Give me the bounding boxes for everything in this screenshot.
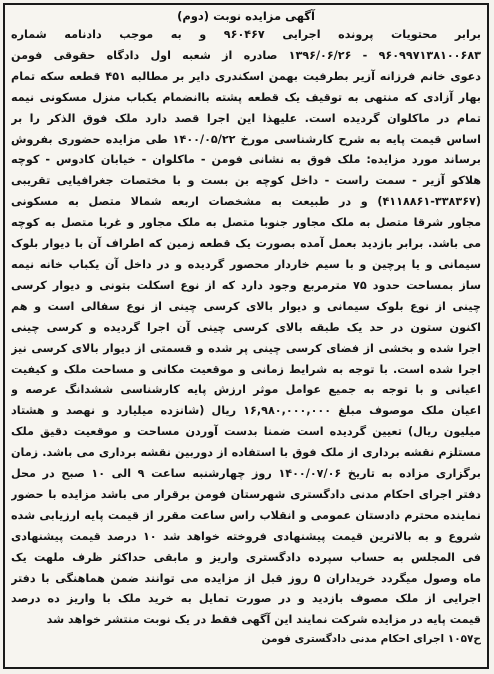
notice-line: برگزاری مزاده به تاریخ ۱۴۰۰/۰۷/۰۶ روز چهارشنبه ساعت ۹ الی ۱۰ صبح در محل (11, 467, 481, 481)
notice-line: دفتر اجرای احکام مدنی دادگستری شهرستان فومن برقرار می باشد مزایده با حضور (11, 487, 481, 501)
notice-line: (۴۱۱۸۸۶۱-۳۳۸۳۶۷) و در طبیعت به مشخصات اربعه شمالا متصل به مسکونی (11, 195, 481, 209)
notice-line: ماه وصول میگردد خریداران ۵ روز قبل از مزایده می توانند ضمن هماهنگی با دفتر (11, 571, 481, 585)
auction-notice (3, 3, 489, 669)
notice-line: فی المجلس به حساب سپرده دادگستری واریز و مابقی حداکثر ظرف ملهت یک (11, 550, 481, 564)
notice-line: می باشد. برابر بازدید بعمل آمده بصورت یک قطعه زمین که اطراف آن با دیوار بلوک (11, 237, 481, 251)
notice-line: برساند مورد مزایده: ملک فوق به نشانی فومن - ماکلوان - خیابان کادوس - کوچه (11, 153, 481, 167)
notice-line: اجرایی از ملک مصوف بازدید و در صورت تمایل به خرید ملک با واریز ده درصد (11, 592, 481, 606)
notice-line: اجرا شده و بخشی از فضای کرسی چینی پر شده و قسمتی از دیوار بالای کرسی نیز (11, 341, 481, 355)
notice-line: میلیون ریال) تعیین گردیده است ضمنا بدست آوردن مساحت و موقعیت دقیق ملک (11, 425, 481, 439)
notice-line: چینی از نوع بلوک سیمانی و دیوار بالای کرسی چینی از نوع سفالی است و هم (11, 299, 481, 313)
notice-title: آگهی مزایده نوبت (دوم) (177, 9, 315, 23)
notice-line: هلاکو آزیر - سمت راست - داخل کوچه بن بست و با مختصات جغرافیایی تقریبی (11, 174, 481, 188)
notice-line: بهار آزادی که منتهی به توقیف یک قطعه پشته باانضمام یکباب منزل مسکونی نیمه (11, 90, 481, 104)
notice-line: قیمت پایه در مزایده شرکت نمایند این آگهی فقط در یک نوبت منتشر خواهد شد (46, 613, 481, 627)
notice-line: تمام در ماکلوان گردیده است. علیهذا این اجرا قصد دارد ملک فوق الذکر را بر (11, 111, 481, 125)
notice-line: سیمانی و یا پرچین و با سیم خاردار محصور گردیده و در داخل آن یکباب خانه نیمه (11, 257, 481, 271)
notice-line: اساس قیمت پایه به شرح کارشناسی مورخ ۱۴۰۰/۰۵/۲۲ طی مزایده حضوری بفروش (11, 132, 481, 146)
notice-line: برابر محتویات پرونده اجرایی ۹۶۰۴۶۷ و به موجب دادنامه شماره (11, 28, 481, 41)
notice-line: ساز بمساحت حدود ۷۵ مترمربع وجود دارد که از نوع اسکلت بتونی و دیوار کرسی (11, 278, 481, 292)
notice-body (11, 25, 481, 631)
notice-line: مجاور شرقا متصل به ملک مجاور جنوبا متصل به ملک مجاور و غربا متصل به کوچه (11, 216, 481, 230)
notice-line: ۹۶۰۹۹۷۱۳۸۱۰۰۶۸۳ - ۱۳۹۶/۰۶/۲۶ صادره از شعبه اول دادگاه حقوقی فومن (11, 48, 481, 62)
notice-line: اعیان ملک موصوف مبلغ ۱۶,۹۸۰,۰۰۰,۰۰۰ ریال (شانزده میلیارد و نهصد و هشتاد (11, 404, 481, 418)
notice-line: نماینده محترم دادستان عمومی و انقلاب راس ساعت مقرر از قیمت پایه ارزیابی شده (11, 508, 481, 522)
notice-signature: ح۱۰۵۷ اجرای احکام مدنی دادگستری فومن (261, 633, 481, 646)
notice-line: اعیانی و با توجه به جمیع عوامل موثر ارزش پایه کارشناسی ششدانگ عرصه و (11, 383, 481, 397)
notice-line: دعوی خانم فرزانه آزیر بطرفیت بهمن اسکندری دایر بر مطالبه ۴۵۱ قطعه سکه تمام (11, 69, 481, 83)
notice-line: شروع و به بالاترین قیمت پیشنهادی فروخته خواهد شد ۱۰ درصد قیمت پیشنهادی (11, 529, 481, 543)
notice-line: مستلزم نقشه برداری از ملک فوق با استفاده از دوربین نقشه برداری می باشد. زمان (11, 446, 481, 460)
notice-line: اجرا شده است. با توجه به شرایط زمانی و موقعیت مکانی و مساحت ملک و کیفیت (11, 362, 481, 376)
notice-line: اکنون ستون در حد یک طبقه بالای کرسی چینی آن اجرا گردیده و کرسی چینی (11, 320, 481, 334)
